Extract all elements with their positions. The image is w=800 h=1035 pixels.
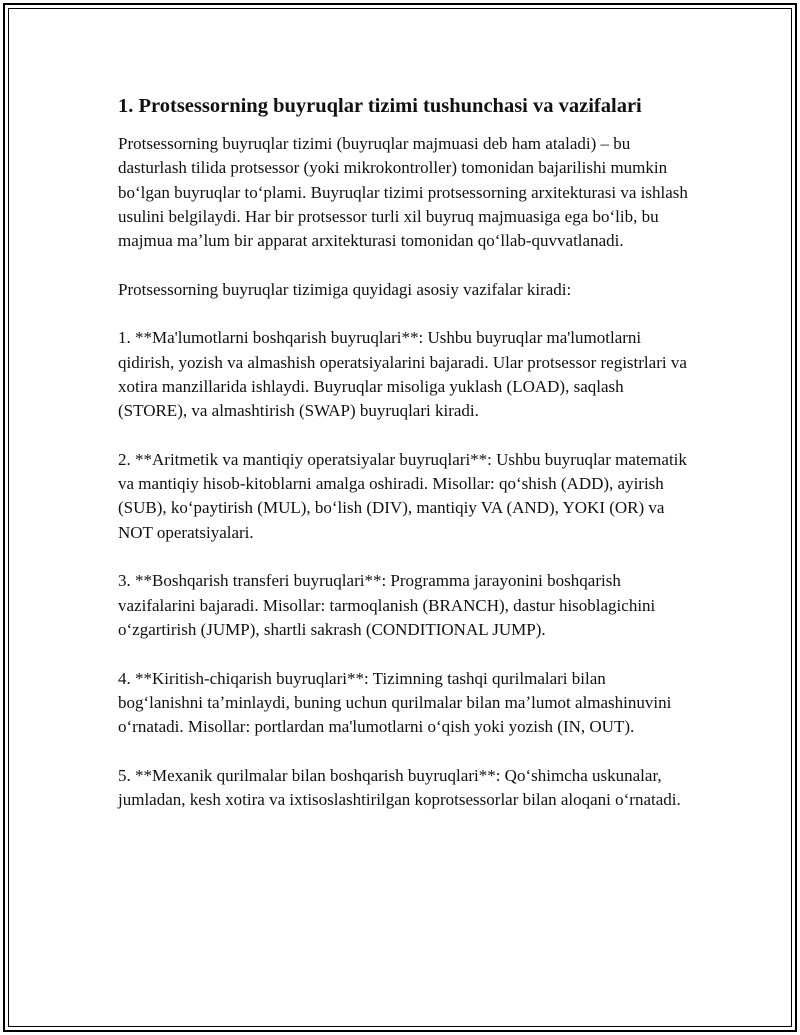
intro-paragraph: Protsessorning buyruqlar tizimi (buyruqlar majmuasi deb ham ataladi) – bu dasturlash tilida protsessor (yoki mikrokontroller) tomonidan bajarilishi mumkin boʻlgan buyruqlar toʻplami. Buyruqlar tizimi protsessorning arxitekturasi va ishlash usulini belgilaydi. Har bir protsessor turli xil buyruq majmuasiga ega boʻlib, bu majmua maʼlum bir apparat arxitekturasi tomonidan qoʻllab-quvvatlanadi. bbox=[118, 134, 688, 251]
document-body bbox=[118, 92, 688, 837]
list-item: 3. **Boshqarish transferi buyruqlari**: Programma jarayonini boshqarish vazifalarini bajaradi. Misollar: tarmoqlanish (BRANCH), dastur hisoblagichini oʻzgartirish (JUMP), shartli sakrash (CONDITIONAL JUMP). bbox=[118, 571, 656, 639]
list-item: 1. **Ma'lumotlarni boshqarish buyruqlari**: Ushbu buyruqlar ma'lumotlarni qidirish, yozish va almashish operatsiyalarini bajaradi. Ular protsessor registrlari va xotira manzillarida ishlaydi. Buyruqlar misoliga yuklash (LOAD), saqlash (STORE), va almashtirish (SWAP) buyruqlari kiradi. bbox=[118, 328, 687, 421]
list-item: 4. **Kiritish-chiqarish buyruqlari**: Tizimning tashqi qurilmalari bilan bogʻlanishni taʼminlaydi, buning uchun qurilmalar bilan maʼlumot almashinuvini oʻrnatadi. Misollar: portlardan ma'lumotlarni oʻqish yoki yozish (IN, OUT). bbox=[118, 668, 672, 737]
section-heading: 1. Protsessorning buyruqlar tizimi tushunchasi va vazifalari bbox=[118, 95, 642, 117]
lead-in-paragraph: Protsessorning buyruqlar tizimiga quyidagi asosiy vazifalar kiradi: bbox=[118, 279, 572, 299]
list-item: 5. **Mexanik qurilmalar bilan boshqarish buyruqlari**: Qoʻshimcha uskunalar, jumladan, kesh xotira va ixtisoslashtirilgan koprotsessorlar bilan aloqani oʻrnatadi. bbox=[118, 765, 681, 810]
list-item: 2. **Aritmetik va mantiqiy operatsiyalar buyruqlari**: Ushbu buyruqlar matematik va mantiqiy hisob-kitoblarni amalga oshiradi. Misollar: qoʻshish (ADD), ayirish (SUB), koʻpaytirish (MUL), boʻlish (DIV), mantiqiy VA (AND), YOKI (OR) va NOT operatsiyalari. bbox=[118, 449, 687, 542]
